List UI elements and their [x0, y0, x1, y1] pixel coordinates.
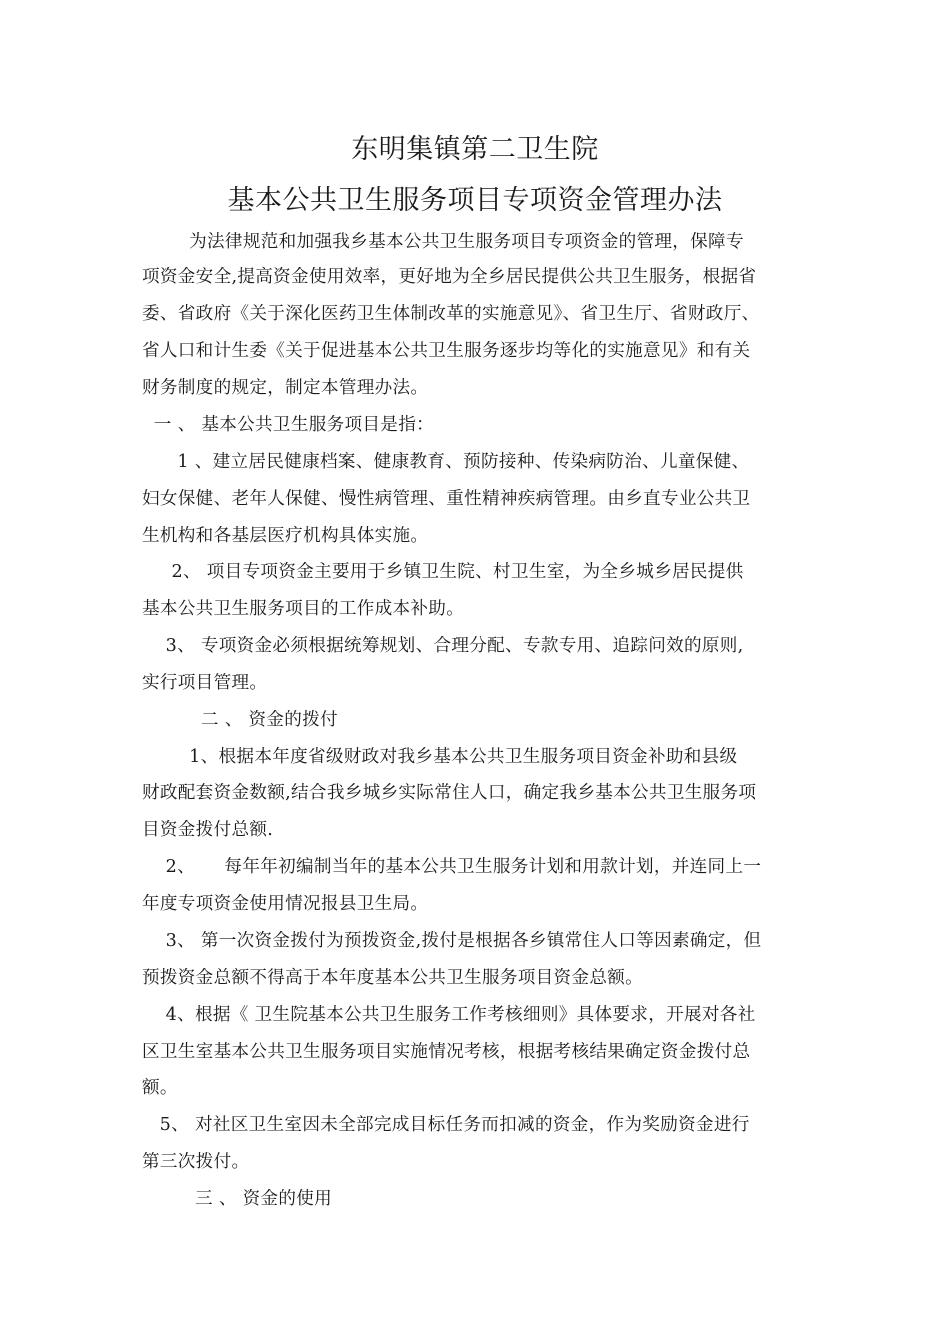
paragraph-line: 实行项目管理。	[142, 673, 268, 693]
paragraph-line: 2、 每年年初编制当年的基本公共卫生服务计划和用款计划，并连同上一	[142, 857, 762, 877]
document-title-line1: 东明集镇第二卫生院	[351, 134, 599, 165]
paragraph-line: 为法律规范和加强我乡基本公共卫生服务项目专项资金的管理，保障专	[142, 232, 744, 252]
paragraph-line: 生机构和各基层医疗机构具体实施。	[142, 526, 429, 546]
paragraph-line: 4、根据《 卫生院基本公共卫生服务工作考核细则》具体要求，开展对各社	[142, 1005, 756, 1025]
paragraph-line: 财务制度的规定，制定本管理办法。	[142, 378, 429, 398]
paragraph-line: 预拨资金总额不得高于本年度基本公共卫生服务项目资金总额。	[142, 968, 644, 988]
paragraph-line: 财政配套资金数额,结合我乡城乡实际常住人口，确定我乡基本公共卫生服务项	[142, 783, 757, 803]
paragraph-line: 额。	[142, 1078, 178, 1098]
document-title-line2: 基本公共卫生服务项目专项资金管理办法	[227, 185, 723, 216]
paragraph-line: 妇女保健、老年人保健、慢性病管理、重性精神疾病管理。由乡直专业公共卫	[142, 489, 751, 509]
paragraph-line: 二 、 资金的拨付	[142, 710, 338, 730]
paragraph-line: 省人口和计生委《关于促进基本公共卫生服务逐步均等化的实施意见》和有关	[142, 341, 751, 361]
paragraph-line: 项资金安全,提高资金使用效率，更好地为全乡居民提供公共卫生服务，根据省	[142, 267, 757, 287]
paragraph-line: 年度专项资金使用情况报县卫生局。	[142, 894, 429, 914]
paragraph-line: 区卫生室基本公共卫生服务项目实施情况考核，根据考核结果确定资金拨付总	[142, 1042, 751, 1062]
paragraph-line: 3、 第一次资金拨付为预拨资金,拨付是根据各乡镇常住人口等因素确定，但	[142, 931, 762, 951]
paragraph-line: 一 、 基本公共卫生服务项目是指：	[142, 415, 434, 435]
paragraph-line: 委、省政府《关于深化医药卫生体制改革的实施意见》、省卫生厅、省财政厅、	[142, 304, 760, 324]
paragraph-line: 3、 专项资金必须根据统筹规划、合理分配、专款专用、追踪问效的原则,	[142, 636, 744, 656]
paragraph-line: 目资金拨付总额.	[142, 820, 274, 840]
paragraph-line: 第三次拨付。	[142, 1152, 250, 1172]
paragraph-line: 基本公共卫生服务项目的工作成本补助。	[142, 599, 465, 619]
paragraph-line: 2、 项目专项资金主要用于乡镇卫生院、村卫生室，为全乡城乡居民提供	[142, 562, 744, 582]
paragraph-line: 三 、 资金的使用	[142, 1189, 333, 1209]
paragraph-line: 1 、建立居民健康档案、健康教育、预防接种、传染病防治、儿童保健、	[142, 452, 750, 472]
paragraph-line: 5、 对社区卫生室因未全部完成目标任务而扣减的资金，作为奖励资金进行	[142, 1115, 750, 1135]
paragraph-line: 1、根据本年度省级财政对我乡基本公共卫生服务项目资金补助和县级	[142, 747, 738, 767]
